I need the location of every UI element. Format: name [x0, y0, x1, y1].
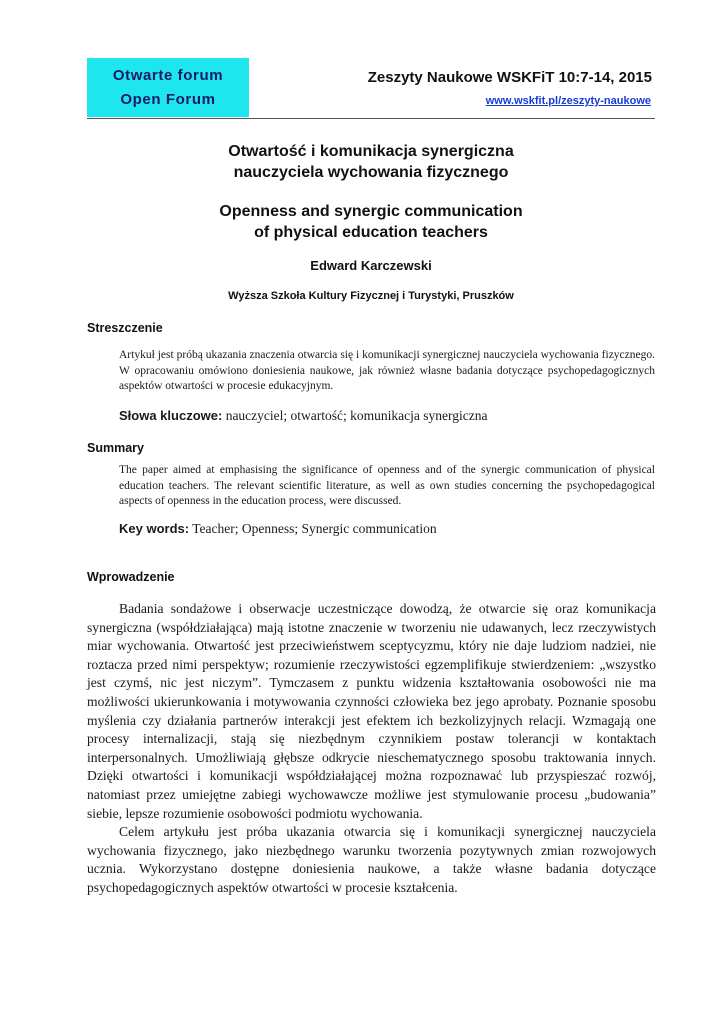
intro-paragraph-2: Celem artykułu jest próba ukazania otwarcia się i komunikacji synergicznej nauczyciela wychowania fizycznego, jako niezbędnego warunku tworzenia pozytywnych zmian rozwojowych ucznia. Wykorzystano dostępne doniesienia naukowe, a także własne badania dotyczące psychopedagogicznych aspektów otwartości w procesie kształcenia. — [87, 824, 656, 895]
slowa-kluczowe-label: Słowa kluczowe: — [119, 408, 223, 423]
summary-text: The paper aimed at emphasising the significance of openness and of the synergic communication of physical education teachers. The relevant scientific literature, as well as own studies concerning the psychopedagogical aspects of openness in the education process, were discussed. — [119, 464, 655, 507]
summary-heading: Summary — [87, 441, 144, 455]
title-english — [87, 201, 655, 243]
title-english-line-1: Openness and synergic communication — [219, 203, 523, 220]
journal-citation: Zeszyty Naukowe WSKFiT 10:7-14, 2015 — [367, 69, 652, 86]
title-polish-line-2: nauczyciela wychowania fizycznego — [233, 164, 509, 181]
key-words — [119, 521, 437, 537]
streszczenie-text: Artykuł jest próbą ukazania znaczenia otwarcia się i komunikacji synergicznej nauczyciela wychowania fizycznego. W opracowaniu omówiono doniesienia naukowe, jak również własne badania dotyczące psychopedagogicznych aspektów otwartości w procesie edukacyjnym. — [119, 349, 655, 392]
journal-url-link[interactable]: www.wskfit.pl/zeszyty-naukowe — [485, 95, 651, 107]
author-name: Edward Karczewski — [310, 258, 432, 273]
author-affiliation: Wyższa Szkoła Kultury Fizycznej i Turystyki, Pruszków — [228, 290, 514, 302]
slowa-kluczowe-values: nauczyciel; otwartość; komunikacja synergiczna — [222, 408, 488, 423]
forum-label-pl: Otwarte forum — [112, 66, 224, 84]
header-divider — [87, 118, 655, 119]
open-forum-badge — [87, 58, 249, 117]
key-words-label: Key words: — [119, 521, 190, 536]
key-words-values: Teacher; Openness; Synergic communication — [189, 521, 437, 536]
slowa-kluczowe — [119, 408, 487, 424]
introduction-body — [87, 600, 656, 898]
title-polish-line-1: Otwartość i komunikacja synergiczna — [228, 143, 514, 160]
title-english-line-2: of physical education teachers — [254, 224, 488, 241]
title-polish — [87, 141, 655, 183]
forum-label-en: Open Forum — [120, 90, 216, 108]
wprowadzenie-heading: Wprowadzenie — [87, 570, 175, 584]
streszczenie-heading: Streszczenie — [87, 321, 163, 335]
intro-paragraph-1: Badania sondażowe i obserwacje uczestniczące dowodzą, że otwarcie się oraz komunikacja synergiczna (współdziałająca) mają istotne znaczenie w tworzeniu nie udawanych, lecz rzeczywistych miar wychowania. Otwartość jest przeciwieństwem sceptycyzmu, który nie daje ludziom nadziei, nie roztacza przed nimi perspektyw; rozumienie rzeczywistości egzemplifikuje stwierdzeniem: „wszystko jest czymś, nic jest niczym”. Tymczasem z punktu widzenia kształtowania osobowości nie ma możliwości ukierunkowania i motywowania czynności człowieka bez jego aprobaty. Poznanie sposobu myślenia czy działania partnerów interakcji jest efektem ich bezkolizyjnych relacji. Wzmagają one procesy internalizacji, stają się niezbędnym czynnikiem postaw tolerancji w kontaktach interpersonalnych. Umożliwiają głębsze odkrycie nieschematycznego sposobu traktowania innych. Dzięki otwartości i komunikacji współdziałającej można rozpoznawać lub przyspieszać rozwój, natomiast przez umiejętne zabiegi wychowawcze możliwe jest stymulowanie procesu „budowania” siebie, lepsze rozumienie osobowości podmiotu wychowania. — [87, 601, 656, 821]
